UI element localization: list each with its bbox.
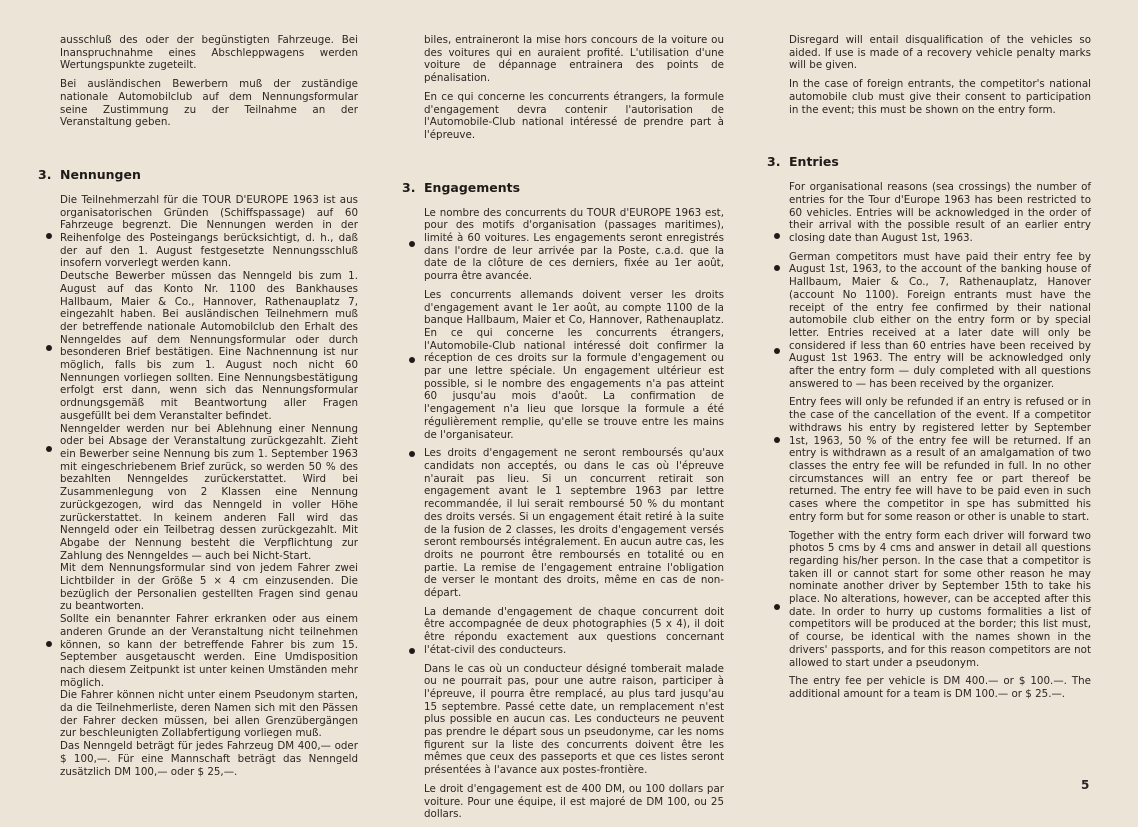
german-section-heading	[38, 168, 358, 182]
german-intro-1: ausschluß des oder der begünstigten Fahrzeuge. Bei Inanspruchnahme eines Abschleppwagens werden Wertungspunkte zugeteilt.	[60, 34, 358, 72]
english-paragraph: Entry fees will only be refunded if an entry is refused or in the case of the cancellation of the event. If a competitor withdraws his entry by registered letter by September 1st, 1963, 50 % of the entry fee will be returned. If an entry is withdrawn as a result of an amalgamation of two classes the entry fee will be refunded in full. In no other circumstances will an entry fee or part thereof be returned. The entry fee will have to be paid even in such cases where the competitor in spe has submitted his entry form but for some reason or other is unable to start.	[789, 396, 1091, 523]
french-column	[402, 34, 724, 827]
french-paragraph: Les concurrents allemands doivent verser les droits d'engagement avant le 1er août, au compte 1100 de la banque Hallbaum, Maier et Co, Hannover, Rathenauplatz. En ce qui concerne les concurrents étrangers, l'Automobile-Club national intéressé doit confirmer la réception de ces droits sur la formule d'engagement ou par une lettre spéciale. Un engagement ultérieur est possible, si le nombre des engagements n'a pas atteint 60 jusqu'au mois d'août. La confirmation de l'engagement n'a lieu que lorsque la formule a été régulièrement remplie, qu'elle se trouve entre les mains de l'organisateur.	[424, 288, 724, 441]
margin-bullet-icon	[46, 233, 52, 239]
french-heading-text: Engagements	[424, 179, 521, 195]
german-paragraph: Die Teilnehmerzahl für die TOUR D'EUROPE 1963 ist aus organisatorischen Gründen (Schiffspassage) auf 60 Fahrzeuge begrenzt. Die Nennungen werden in der Reihenfolge des Posteingangs berücksichtigt, d. h., daß der auf den 1. August festgesetzte Nennungsschluß insofern vorverlegt werden kann.	[60, 193, 358, 270]
german-heading-number: 3.	[38, 166, 52, 182]
german-column	[38, 34, 358, 778]
margin-bullet-icon	[409, 648, 415, 654]
english-heading-text: Entries	[789, 154, 839, 170]
english-intro-2: In the case of foreign entrants, the competitor's national automobile club must give their consent to participation in the event; this must be shown on the entry form.	[789, 78, 1091, 116]
german-paragraph: Mit dem Nennungsformular sind von jedem Fahrer zwei Lichtbilder in der Größe 5 × 4 cm einzusenden. Die bezüglich der Personalien gestellten Fragen sind genau zu beantworten.	[60, 562, 358, 613]
english-paragraph: German competitors must have paid their entry fee by August 1st, 1963, to the account of the banking house of Hallbaum, Maier & Co., 7, Rathenauplatz, Hanover (account No 1100). Foreign entrants must have the receipt of the entry fee confirmed by their national automobile club either on the entry form or by special letter. Entries received at a later date will only be considered if less than 60 entries have been received by August 1st 1963. The entry will be acknowledged only after the entry form — duly completed with all questions answered to — has been received by the organizer.	[789, 250, 1091, 390]
margin-bullet-icon	[409, 451, 415, 457]
french-intro-1: biles, entraineront la mise hors concours de la voiture ou des voitures qui en auraient profité. L'utilisation d'une voiture de dépannage entrainera des points de pénalisation.	[424, 34, 724, 85]
margin-bullet-icon	[774, 265, 780, 271]
french-heading-number: 3.	[402, 179, 416, 195]
margin-bullet-icon	[774, 437, 780, 443]
margin-bullet-icon	[46, 345, 52, 351]
german-paragraph: Die Fahrer können nicht unter einem Pseudonym starten, da die Teilnehmerliste, deren Namen sich mit den Pässen der Fahrer decken müssen, bei allen Grenzübergängen zur beschleunigten Zollabfertigung vorliegen muß.	[60, 689, 358, 740]
margin-bullet-icon	[46, 641, 52, 647]
page-number: 5	[1081, 778, 1090, 792]
english-section-heading	[767, 155, 1091, 169]
french-paragraph: La demande d'engagement de chaque concurrent doit être accompagnée de deux photographies (5 x 4), il doit être répondu exactement aux questions concernant l'état-civil des conducteurs.	[424, 605, 724, 656]
french-paragraph: Le droit d'engagement est de 400 DM, ou 100 dollars par voiture. Pour une équipe, il est majoré de DM 100, ou 25 dollars.	[424, 782, 724, 821]
margin-bullet-icon	[409, 241, 415, 247]
english-intro-1: Disregard will entail disqualification of the vehicles so aided. If use is made of a recovery vehicle penalty marks will be given.	[789, 34, 1091, 72]
margin-bullet-icon	[774, 348, 780, 354]
french-paragraph: Le nombre des concurrents du TOUR d'EUROPE 1963 est, pour des motifs d'organisation (passages maritimes), limité à 60 voitures. Les engagements seront enregistrés dans l'ordre de leur arrivée par la Poste, c.a.d. que la date de la clôture de ces derniers, fixée au 1er août, pourra être avancée.	[424, 206, 724, 283]
french-intro-2: En ce qui concerne les concurrents étrangers, la formule d'engagement devra contenir l'autorisation de l'Automobile-Club national intéressé de prendre part à l'épreuve.	[424, 90, 724, 141]
french-section-heading	[402, 181, 724, 195]
english-paragraph: Together with the entry form each driver will forward two photos 5 cms by 4 cms and answer in detail all questions regarding his/her person. In the case that a competitor is taken ill or cannot start for some other reason he may nominate another driver by September 15th to take his place. No alterations, however, can be accepted after this date. In order to hurry up customs formalities a list of competitors will be produced at the border; this list must, of course, be identical with the names shown in the drivers' passports, and for this reason competitors are not allowed to start under a pseudonym.	[789, 529, 1091, 669]
french-paragraph: Les droits d'engagement ne seront remboursés qu'aux candidats non acceptés, ou dans le cas où l'épreuve n'aurait pas lieu. Si un concurrent retirait son engagement avant le 1 septembre 1963 par lettre recommandée, il lui serait remboursé 50 % du montant des droits versés. Si un engagement était retiré à la suite de la fusion de 2 classes, les droits d'engagement versés seront remboursés intégralement. En aucun autre cas, les droits ne pourront être remboursés en totalité ou en partie. La remise de l'engagement entraine l'obligation de verser le montant des droits, même en cas de non-départ.	[424, 447, 724, 600]
margin-bullet-icon	[774, 604, 780, 610]
english-column	[767, 34, 1091, 707]
german-paragraph: Sollte ein benannter Fahrer erkranken oder aus einem anderen Grunde an der Veranstaltung nicht teilnehmen können, so kann der betreffende Fahrer bis zum 15. September ausgetauscht werden. Eine Umdisposition nach diesem Zeitpunkt ist unter keinen Umständen mehr möglich.	[60, 613, 358, 689]
german-intro-2: Bei ausländischen Bewerbern muß der zuständige nationale Automobilclub auf dem Nennungsformular seine Zustimmung zu der Teilnahme an der Veranstaltung geben.	[60, 78, 358, 129]
german-heading-text: Nennungen	[60, 166, 141, 182]
french-paragraph: Dans le cas où un conducteur désigné tomberait malade ou ne pourrait pas, pour une autre raison, participer à l'épreuve, il pourra être remplacé, au plus tard jusqu'au 15 septembre. Passé cette date, un remplacement n'est plus possible en aucun cas. Les conducteurs ne peuvent pas prendre le départ sous un pseudonyme, car les noms figurent sur la liste des concurrents doivent être les mêmes que ceux des passeports et que ces listes seront présentées à l'avance aux postes-frontière.	[424, 662, 724, 777]
english-paragraph: The entry fee per vehicle is DM 400.— or $ 100.—. The additional amount for a team is DM 100.— or $ 25.—.	[789, 675, 1091, 700]
german-paragraph: Nenngelder werden nur bei Ablehnung einer Nennung oder bei Absage der Veranstaltung zurückgezahlt. Zieht ein Bewerber seine Nennung bis zum 1. September 1963 mit eingeschriebenem Brief zurück, so werden 50 % des bezahlten Nenngeldes zurückerstattet. Wird bei Zusammenlegung von 2 Klassen eine Nennung zurückgezogen, wird das Nenngeld in voller Höhe zurückerstattet. In keinem anderen Fall wird das Nenngeld oder ein Teilbetrag dessen zurückgezahlt. Mit Abgabe der Nennung besteht die Verpflichtung zur Zahlung des Nenngeldes — auch bei Nicht-Start.	[60, 422, 358, 562]
german-paragraph: Das Nenngeld beträgt für jedes Fahrzeug DM 400,— oder $ 100,—. Für eine Mannschaft beträgt das Nenngeld zusätzlich DM 100,— oder $ 25,—.	[60, 740, 358, 778]
margin-bullet-icon	[774, 233, 780, 239]
margin-bullet-icon	[409, 357, 415, 363]
german-paragraph: Deutsche Bewerber müssen das Nenngeld bis zum 1. August auf das Konto Nr. 1100 des Bankhauses Hallbaum, Maier & Co., Hannover, Rathenauplatz 7, eingezahlt haben. Bei ausländischen Teilnehmern muß der betreffende nationale Automobilclub den Erhalt des Nenngeldes auf dem Nennungsformular oder durch besonderen Brief bestätigen. Eine Nachnennung ist nur möglich, falls bis zum 1. August noch nicht 60 Nennungen vorliegen sollten. Eine Nennungsbestätigung erfolgt erst dann, wenn sich das Nennungsformular ordnungsgemäß mit Beantwortung aller Fragen ausgefüllt bei dem Veranstalter befindet.	[60, 270, 358, 422]
english-heading-number: 3.	[767, 154, 781, 170]
english-paragraph: For organisational reasons (sea crossings) the number of entries for the Tour d'Europe 1963 has been restricted to 60 vehicles. Entries will be acknowledged in the order of their arrival with the possible result of an earlier entry closing date than August 1st, 1963.	[789, 181, 1091, 245]
margin-bullet-icon	[46, 446, 52, 452]
